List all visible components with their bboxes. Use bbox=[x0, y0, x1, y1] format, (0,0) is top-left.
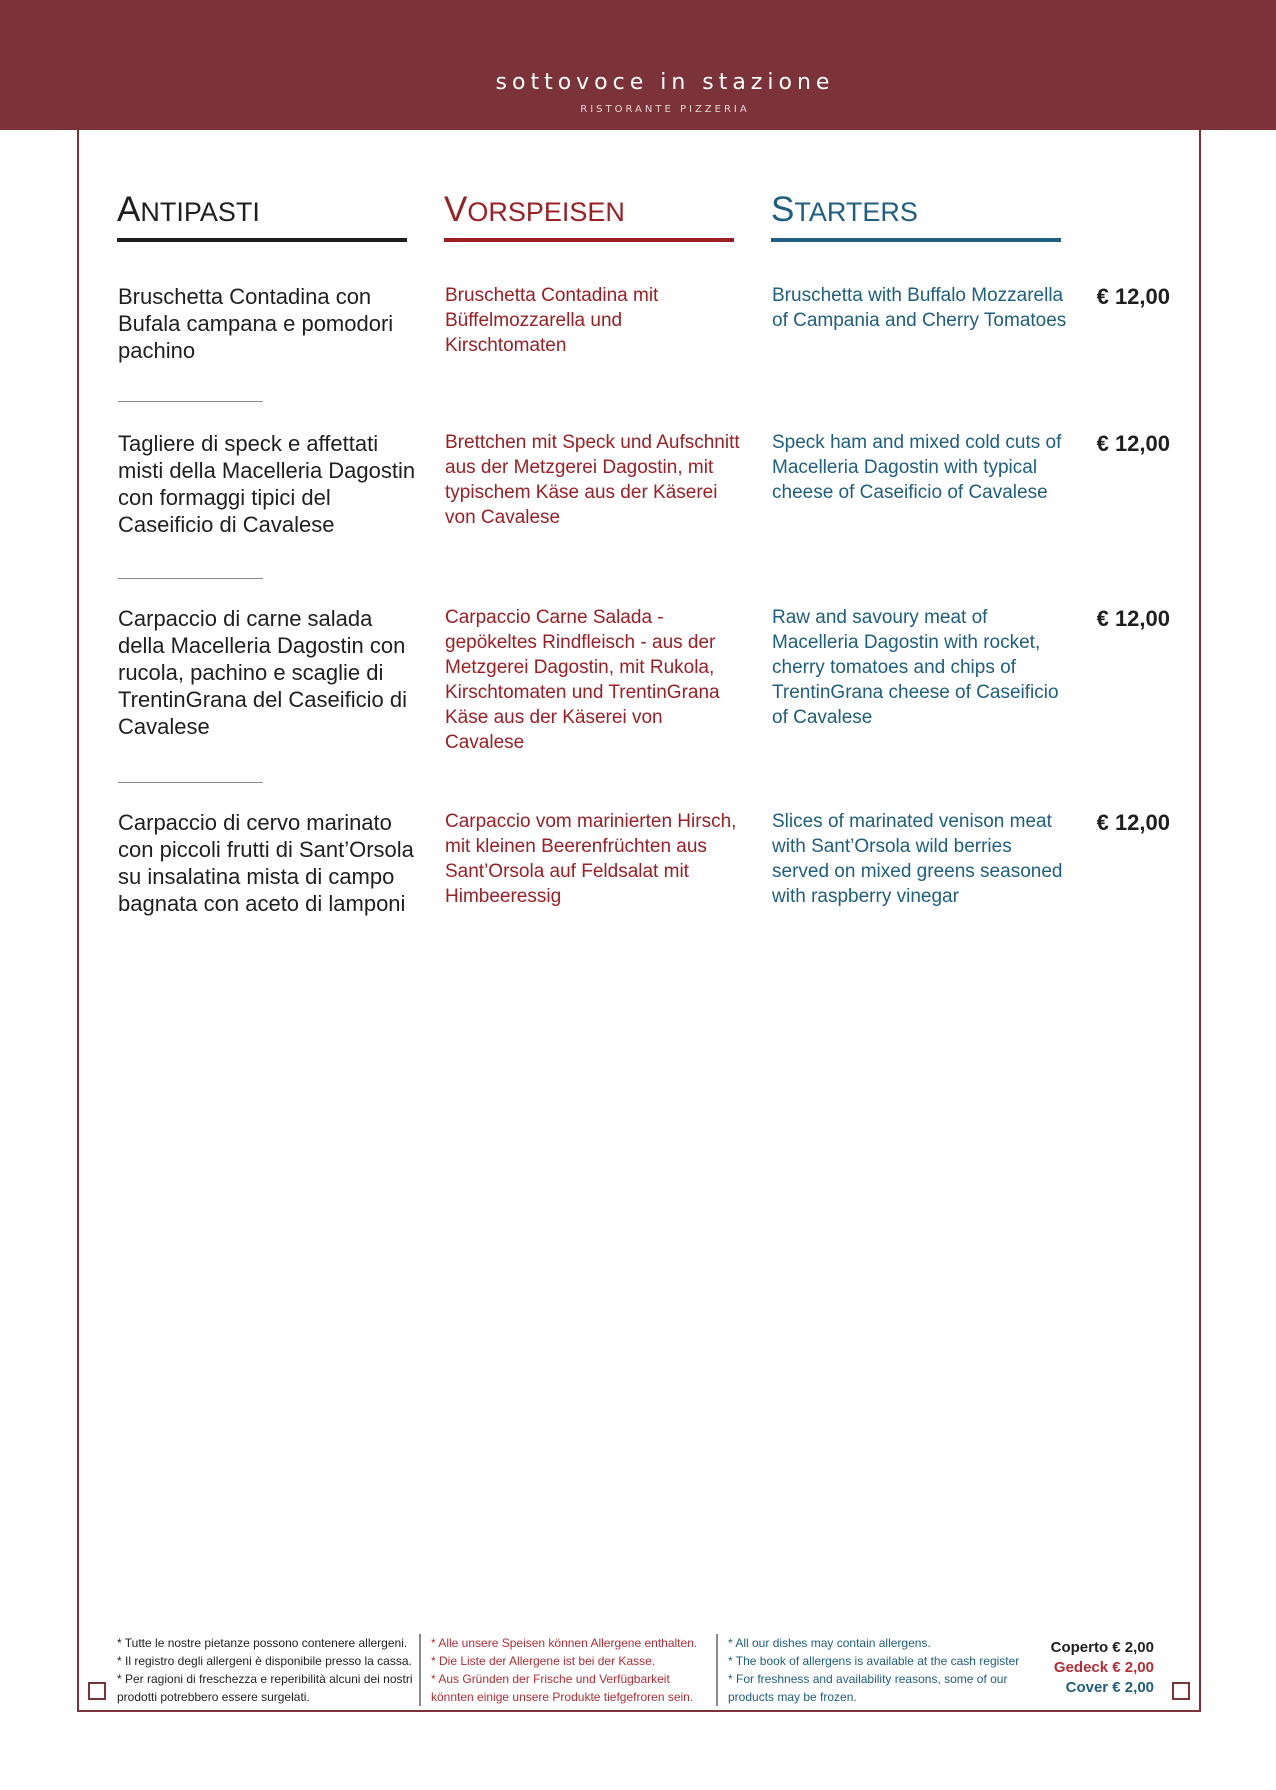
frame-corner-left bbox=[88, 1682, 106, 1700]
heading-initial: V bbox=[444, 190, 468, 229]
note-line: * The book of allergens is available at the cash register bbox=[728, 1654, 1020, 1668]
note-line: * For freshness and availability reasons, some of our bbox=[728, 1672, 1008, 1686]
heading-initial: S bbox=[771, 190, 795, 229]
note-line: products may be frozen. bbox=[728, 1690, 857, 1704]
cover-charge bbox=[1010, 1638, 1154, 1698]
allergen-note-english bbox=[716, 1634, 1028, 1706]
heading-vorspeisen bbox=[444, 188, 734, 242]
item-price: € 12,00 bbox=[1096, 431, 1170, 456]
note-line: * Alle unsere Speisen können Allergene enthalten. bbox=[431, 1636, 698, 1650]
note-line: * Tutte le nostre pietanze possono contenere allergeni. bbox=[117, 1636, 408, 1650]
item-name-italian: Bruschetta Contadina con Bufala campana e pomodori pachino bbox=[118, 284, 394, 363]
heading-rest: NTIPASTI bbox=[140, 197, 260, 227]
item-price: € 12,00 bbox=[1096, 284, 1170, 309]
restaurant-name: sottovoce in stazione bbox=[495, 70, 835, 95]
heading-rest: ORSPEISEN bbox=[467, 197, 625, 227]
cover-charge-italian: Coperto € 2,00 bbox=[1050, 1639, 1154, 1656]
item-name-english: Speck ham and mixed cold cuts of Macelleria Dagostin with typical cheese of Caseificio of Cavalese bbox=[772, 432, 1062, 503]
item-name-german: Carpaccio vom marinierten Hirsch, mit kleinen Beerenfrüchten aus Sant’Orsola auf Feldsalat mit Himbeeressig bbox=[445, 811, 737, 907]
item-name-italian: Carpaccio di carne salada della Macelleria Dagostin con rucola, pachino e scaglie di TrentinGrana del Caseificio di Cavalese bbox=[118, 606, 407, 739]
note-line: prodotti potrebbero essere surgelati. bbox=[117, 1690, 310, 1704]
restaurant-subtitle: RISTORANTE PIZZERIA bbox=[580, 104, 750, 115]
note-line: * Die Liste der Allergene ist bei der Kasse. bbox=[431, 1654, 656, 1668]
item-name-english: Slices of marinated venison meat with Sant’Orsola wild berries served on mixed greens seasoned with raspberry vinegar bbox=[772, 811, 1063, 907]
item-name-german: Carpaccio Carne Salada - gepökeltes Rindfleisch - aus der Metzgerei Dagostin, mit Rukola, Kirschtomaten und TrentinGrana Käse aus der Käserei von Cavalese bbox=[445, 607, 720, 753]
cover-charge-german: Gedeck € 2,00 bbox=[1053, 1659, 1154, 1676]
allergen-note-german bbox=[419, 1634, 721, 1706]
item-name-english: Bruschetta with Buffalo Mozzarella of Campania and Cherry Tomatoes bbox=[772, 285, 1067, 331]
allergen-note-italian bbox=[117, 1634, 417, 1706]
item-name-italian: Carpaccio di cervo marinato con piccoli frutti di Sant’Orsola su insalatina mista di campo bagnata con aceto di lamponi bbox=[118, 810, 414, 916]
item-name-italian: Tagliere di speck e affettati misti della Macelleria Dagostin con formaggi tipici del Caseificio di Cavalese bbox=[118, 431, 416, 537]
item-divider bbox=[118, 401, 263, 402]
item-name-german: Bruschetta Contadina mit Büffelmozzarella und Kirschtomaten bbox=[445, 285, 659, 356]
item-name-english: Raw and savoury meat of Macelleria Dagostin with rocket, cherry tomatoes and chips of TrentinGrana cheese of Caseificio of Cavalese bbox=[772, 607, 1059, 728]
note-line: * Per ragioni di freschezza e reperibilità alcuni dei nostri bbox=[117, 1672, 413, 1686]
page-frame bbox=[77, 130, 1201, 1712]
heading-starters bbox=[771, 188, 1061, 242]
header-band bbox=[0, 0, 1276, 130]
frame-corner-right bbox=[1172, 1682, 1190, 1700]
note-line: * Il registro degli allergeni è disponibile presso la cassa. bbox=[117, 1654, 412, 1668]
item-divider bbox=[118, 782, 263, 783]
item-price: € 12,00 bbox=[1096, 606, 1170, 631]
note-line: * Aus Gründen der Frische und Verfügbarkeit bbox=[431, 1672, 670, 1686]
heading-antipasti bbox=[117, 188, 407, 242]
heading-rest: TARTERS bbox=[794, 197, 918, 227]
heading-initial: A bbox=[117, 190, 141, 229]
item-name-german: Brettchen mit Speck und Aufschnitt aus der Metzgerei Dagostin, mit typischem Käse aus der Käserei von Cavalese bbox=[445, 432, 740, 528]
note-line: könnten einige unsere Produkte tiefgefroren sein. bbox=[431, 1690, 694, 1704]
note-line: * All our dishes may contain allergens. bbox=[728, 1636, 931, 1650]
item-price: € 12,00 bbox=[1096, 810, 1170, 835]
cover-charge-english: Cover € 2,00 bbox=[1065, 1679, 1154, 1696]
item-divider bbox=[118, 578, 263, 579]
